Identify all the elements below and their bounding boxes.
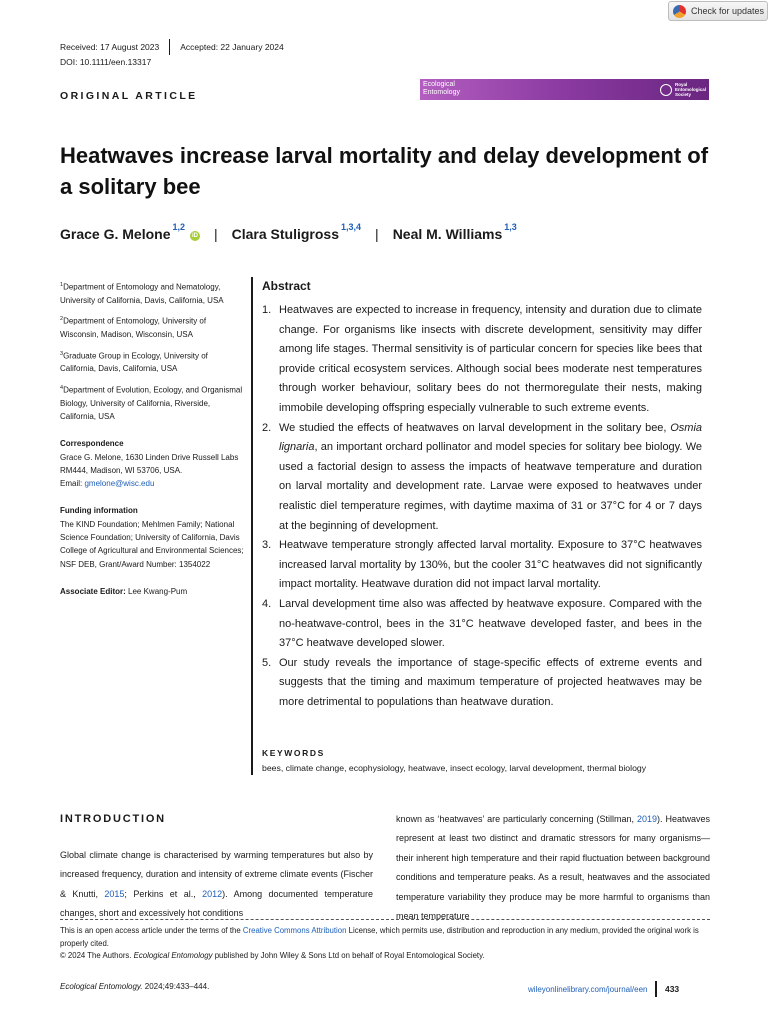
- author-separator: |: [375, 226, 379, 242]
- introduction-heading: INTRODUCTION: [60, 813, 166, 825]
- abstract-item: [262, 419, 702, 537]
- article-info-column: [60, 279, 245, 598]
- license-notice: [60, 925, 710, 963]
- citation-link[interactable]: 2019: [636, 814, 658, 824]
- orcid-icon[interactable]: iD: [192, 233, 198, 239]
- abstract-item-number: 5.: [262, 656, 272, 669]
- abstract-divider: [251, 277, 253, 775]
- abstract-item-text: Larval development time also was affected by heatwave exposure. Compared with the no-heatwave-control, bees in the 31°C heatwave developed faster, and bees in the 37°C heatwave developed slower.: [279, 597, 702, 650]
- page-number: 433: [664, 984, 680, 994]
- license-link[interactable]: Creative Commons Attribution: [242, 926, 347, 935]
- abstract-item-number: 3.: [262, 539, 272, 552]
- author-affil[interactable]: 1,3,4: [341, 222, 362, 232]
- author-name[interactable]: Clara Stuligross: [231, 226, 340, 242]
- check-updates-label: Check for updates: [691, 6, 765, 16]
- abstract-list: [262, 301, 702, 712]
- footer-journal: Ecological Entomology.: [60, 982, 143, 991]
- abstract-item-number: 1.: [262, 304, 272, 316]
- keywords-text: bees, climate change, ecophysiology, heatwave, insect ecology, larval development, thermal biology: [262, 763, 647, 773]
- funding-text: The KIND Foundation; Mehlmen Family; National Science Foundation; University of California, Davis College of Agricultural and Environmental Sciences; NSF DEB, Grant/Award Number: 1354022: [60, 519, 244, 569]
- footer-right: [528, 981, 679, 997]
- affiliation-text: Department of Entomology, University of Wisconsin, Madison, Wisconsin, USA: [60, 316, 207, 340]
- copyright-line: [60, 950, 710, 963]
- abstract-item-text: , an important orchard pollinator and model species for solitary bee biology. We used a factorial design to assess the impacts of heatwave temperature and duration on larval mortality and development rate. Larvae were exposed to heatwaves under realistic diel temperature regimes, with daytime maxima of 31 or 37°C for 4 or 7 days at the beginning of development.: [279, 441, 702, 532]
- affiliation-number: 2: [60, 316, 64, 323]
- abstract-item-text: Heatwaves are expected to increase in frequency, intensity and duration due to climate change. For organisms like insects with discrete development, sensitivity may differ among life stages. Thermal sensitivity is of particular concern for species like bees that provide critical ecosystem services. Although social bees moderate nest temperatures through worker behaviour, solitary bees do not thermoregulate their nests, making immobile developing offspring especially vulnerable to such extreme events.: [279, 304, 702, 414]
- abstract-item-number: 4.: [262, 597, 272, 610]
- associate-editor: [60, 585, 245, 598]
- abstract-item: [262, 595, 702, 654]
- affiliation-number: 4: [60, 384, 64, 391]
- society-logo: [660, 82, 705, 97]
- introduction-column-1: [60, 846, 373, 924]
- accepted-date: Accepted: 22 January 2024: [180, 42, 284, 52]
- affiliation-text: Department of Entomology and Nematology, University of California, Davis, California, USA: [60, 282, 224, 305]
- correspondence-heading: Correspondence: [60, 439, 124, 449]
- email-link[interactable]: gmelone@wisc.edu: [84, 479, 155, 489]
- footer-citation: [60, 982, 209, 991]
- body-text: known as ‘heatwaves’ are particularly concerning (Stillman,: [396, 814, 637, 824]
- author-name[interactable]: Grace G. Melone: [60, 226, 171, 242]
- article-type: ORIGINAL ARTICLE: [60, 90, 198, 102]
- abstract-item-text: Heatwave temperature strongly affected larval mortality. Exposure to 37°C heatwaves increased larval mortality by 130%, but the cooler 31°C heatwaves did not significantly impact mortality. Heatwave duration did not impact larval mortality.: [279, 539, 702, 591]
- abstract-item: [262, 536, 702, 595]
- correspondence-email-line: [60, 477, 245, 490]
- affiliation-text: Graduate Group in Ecology, University of California, Davis, California, USA: [60, 351, 208, 374]
- society-emblem-icon: [660, 84, 672, 96]
- footer-volume: 2024;49:433–444.: [142, 982, 210, 991]
- article-dates: [60, 39, 284, 55]
- author-list: [60, 222, 517, 242]
- society-name: Royal Entomological Society: [675, 82, 707, 97]
- date-divider: [169, 39, 170, 55]
- citation-link[interactable]: 2015: [104, 888, 125, 899]
- abstract-item: [262, 654, 702, 713]
- license-text: This is an open access article under the terms of the: [60, 926, 243, 935]
- affiliation-number: 3: [60, 350, 64, 357]
- license-divider: [60, 919, 710, 920]
- journal-banner: [420, 79, 709, 100]
- copyright-text: © 2024 The Authors.: [60, 951, 134, 960]
- received-date: Received: 17 August 2023: [60, 42, 160, 52]
- body-text: Global climate change is characterised by warming temperatures but also by increased frequency, duration and intensity of extreme climate events (Fischer & Knutti,: [60, 850, 373, 899]
- affiliation: [60, 279, 245, 307]
- author-affil[interactable]: 1,3: [504, 222, 517, 232]
- abstract-item-number: 2.: [262, 421, 272, 434]
- journal-url-link[interactable]: wileyonlinelibrary.com/journal/een: [528, 984, 648, 994]
- affiliation: [60, 313, 245, 341]
- affiliation-text: Department of Evolution, Ecology, and Organismal Biology, University of California, Riverside, California, USA: [60, 385, 243, 421]
- affiliation: [60, 348, 245, 376]
- journal-name: Ecological Entomology: [423, 81, 460, 96]
- body-text: ). Heatwaves represent at least two distinct and dramatic stressors for many organisms—their inherent high temperature and their rapid fluctuation between background conditions and temperature peaks. As a result, heatwaves and the associated temperature variability they produce may be more harmful to organisms than mean temperature: [396, 814, 710, 922]
- footer-divider: [655, 981, 657, 997]
- license-text: License, which permits use, distribution and reproduction in any medium, provided the original work is properly cited.: [60, 926, 699, 948]
- article-title: Heatwaves increase larval mortality and delay development of a solitary bee: [60, 143, 709, 199]
- affiliation-number: 1: [60, 282, 64, 288]
- abstract-heading: Abstract: [262, 279, 311, 293]
- doi[interactable]: DOI: 10.1111/een.13317: [60, 57, 152, 67]
- abstract-item: [262, 301, 702, 419]
- body-text: ; Perkins et al.,: [124, 888, 203, 899]
- author-name[interactable]: Neal M. Williams: [392, 226, 503, 242]
- abstract-item-text: Our study reveals the importance of stage-specific effects of extreme events and suggests that the timing and maximum temperature of projected heatwaves may be more detrimental to populations than heatwave duration.: [279, 656, 702, 708]
- author-separator: |: [214, 226, 218, 242]
- introduction-column-2: [396, 810, 710, 926]
- keywords-heading: KEYWORDS: [262, 748, 325, 758]
- license-line: [60, 925, 710, 950]
- check-for-updates-button[interactable]: [668, 1, 768, 21]
- associate-editor-label: Associate Editor:: [60, 586, 126, 596]
- body-text: ). Among documented temperature changes, short and excessively hot conditions: [60, 888, 373, 919]
- check-updates-icon: [673, 5, 686, 18]
- copyright-text: published by John Wiley & Sons Ltd on behalf of Royal Entomological Society.: [212, 951, 485, 960]
- email-label: Email:: [60, 479, 85, 489]
- species-name: Osmia lignaria: [279, 421, 702, 454]
- correspondence-address: Grace G. Melone, 1630 Linden Drive Russell Labs RM444, Madison, WI 53706, USA.: [60, 452, 239, 475]
- associate-editor-name: Lee Kwang-Pum: [125, 586, 188, 596]
- copyright-journal: Ecological Entomology: [133, 951, 213, 960]
- citation-link[interactable]: 2012: [202, 888, 223, 899]
- funding-heading: Funding information: [60, 506, 138, 516]
- author-affil[interactable]: 1,2: [172, 222, 185, 232]
- abstract-item-text: We studied the effects of heatwaves on larval development in the solitary bee,: [279, 421, 671, 434]
- affiliation: [60, 382, 245, 424]
